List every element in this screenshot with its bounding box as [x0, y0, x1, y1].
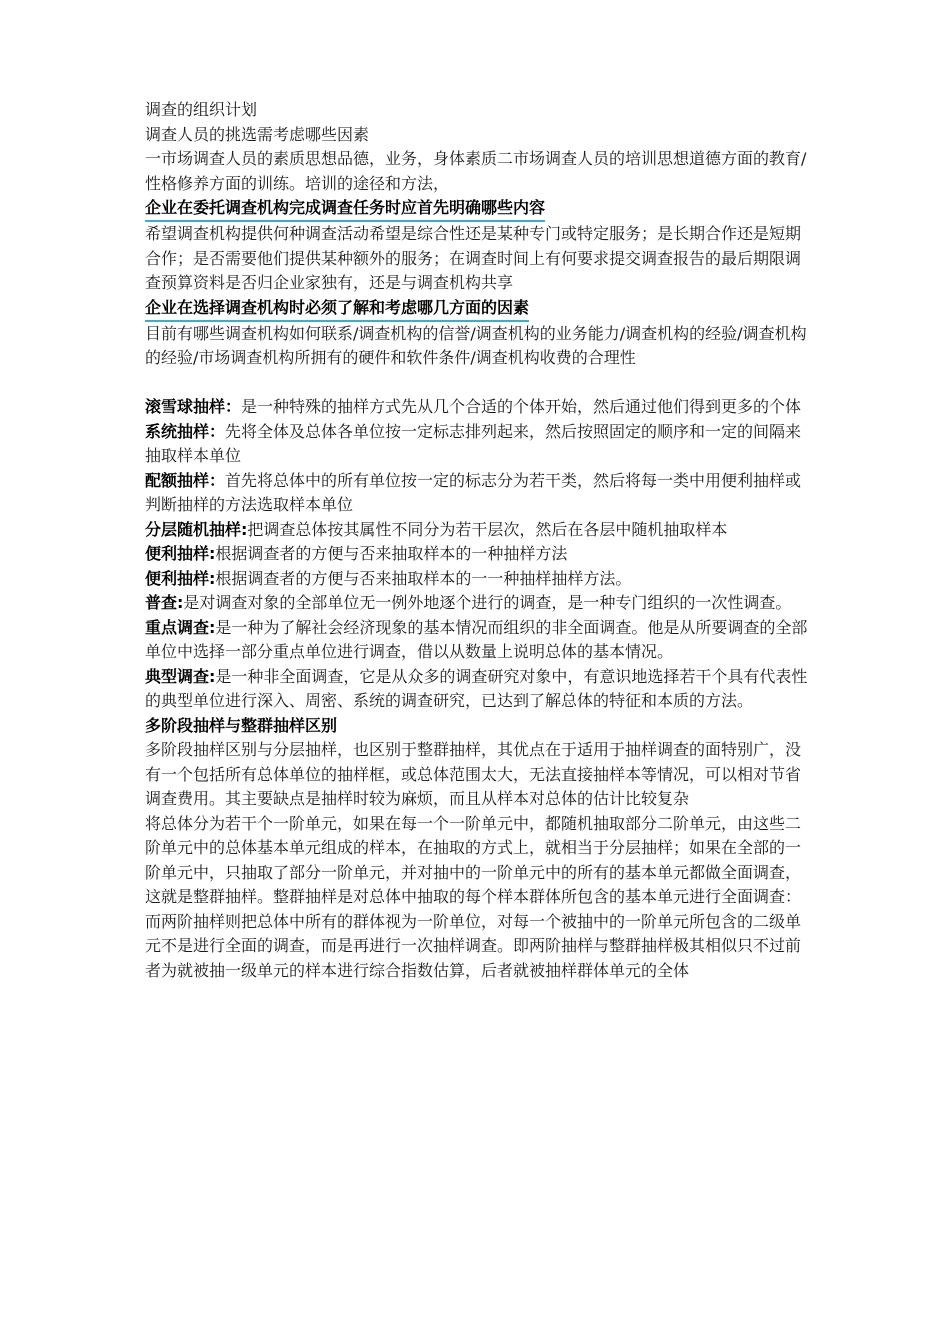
document-page — [145, 98, 810, 983]
term-convenience-repeat — [145, 567, 810, 592]
term-label: 滚雪球抽样 — [145, 397, 226, 416]
term-label: 便利抽样 — [145, 568, 210, 588]
term-label: 普查 — [145, 593, 178, 612]
choose-agency-heading: 企业在选择调查机构时必须了解和考虑哪几方面的因素 — [145, 297, 529, 322]
term-label: 系统抽样 — [145, 421, 210, 441]
term-separator: : — [209, 544, 216, 563]
term-definition: 根据调查者的方便与否来抽取样本的一种抽样方法 — [215, 544, 568, 563]
choose-agency-paragraph: 目前有哪些调查机构如何联系/调查机构的信誉/调查机构的业务能力/调查机构的经验/调查机构的经验/市场调查机构所拥有的硬件和软件条件/调查机构收费的合理性 — [145, 323, 807, 367]
term-definition: 是一种非全面调查，它是从众多的调查研究对象中，有意识地选择若干个具有代表性的典型单位进行深入、周密、系统的调查研究，已达到了解总体的特征和本质的方法。 — [145, 666, 808, 710]
term-definition: 根据调查者的方便与否来抽取样本的一一种抽样抽样方法。 — [215, 568, 632, 588]
multistage-paragraph: 多阶段抽样区别与分层抽样，也区别于整群抽样，其优点在于适用于抽样调查的面特别广，没有一个包括所有总体单位的抽样框，或总体范围太大，无法直接抽样本等情况，可以相对节省调查费用。其主要缺点是抽样时较为麻烦，而且从样本对总体的估计比较复杂 — [145, 740, 802, 808]
term-definition: 是一种特殊的抽样方式先从几个合适的个体开始，然后通过他们得到更多的个体 — [241, 397, 802, 416]
term-key-survey — [145, 616, 810, 665]
selection-question: 调查人员的挑选需考虑哪些因素 — [145, 124, 370, 144]
term-snowball — [145, 395, 810, 420]
term-quota — [145, 469, 810, 518]
term-definition: 把调查总体按其属性不同分为若干层次，然后在各层中随机抽取样本 — [247, 519, 728, 539]
term-label: 典型调查 — [145, 666, 210, 686]
multistage-heading: 多阶段抽样与整群抽样区别 — [145, 715, 338, 735]
term-separator: : — [241, 519, 248, 539]
blank-line — [145, 371, 810, 396]
term-label: 分层随机抽样 — [145, 519, 242, 539]
term-label: 重点调查 — [145, 617, 210, 637]
term-definition: 是对调查对象的全部单位无一例外地逐个进行的调查，是一种专门组织的一次性调查。 — [183, 593, 792, 612]
entrust-paragraph: 希望调查机构提供何种调查活动希望是综合性还是某种专门或特定服务；是长期合作还是短期合作；是否需要他们提供某种额外的服务；在调查时间上有何要求提交调查报告的最后期限调查预算资料是否归企业家独有，还是与调查机构共享 — [145, 224, 802, 292]
term-definition: 先将全体及总体各单位按一定标志排列起来，然后按照固定的顺序和一定的间隔来抽取样本单位 — [145, 421, 802, 465]
staff-quality-paragraph: 一市场调查人员的素质思想品德，业务，身体素质二市场调查人员的培训思想道德方面的教育/性格修养方面的训练。培训的途径和方法， — [145, 149, 807, 193]
term-stratified — [145, 518, 810, 543]
term-systematic — [145, 420, 810, 469]
term-separator: : — [209, 666, 216, 686]
term-definition: 是一种为了解社会经济现象的基本情况而组织的非全面调查。他是从所要调查的全部单位中选择一部分重点单位进行调查，借以从数量上说明总体的基本情况。 — [145, 617, 808, 661]
plan-title: 调查的组织计划 — [145, 100, 258, 119]
cluster-paragraph: 将总体分为若干个一阶单元，如果在每一个一阶单元中，都随机抽取部分二阶单元，由这些二阶单元中的总体基本单元组成的样本，在抽取的方式上，就相当于分层抽样；如果在全部的一阶单元中，只抽取了部分一阶单元，并对抽中的一阶单元中的所有的基本单元都做全面调查，这就是整群抽样。整群抽样是对总体中抽取的每个样本群体所包含的基本单元进行全面调查：而两阶抽样则把总体中所有的群体视为一阶单位，对每一个被抽中的一阶单元所包含的二级单元不是进行全面的调查，而是再进行一次抽样调查。即两阶抽样与整群抽样极其相似只不过前者为就被抽一级单元的样本进行综合指数估算，后者就被抽样群体单元的全体 — [145, 813, 802, 980]
term-label: 配额抽样 — [145, 470, 210, 490]
entrust-heading: 企业在委托调查机构完成调查任务时应首先明确哪些内容 — [145, 197, 545, 222]
term-definition: 首先将总体中的所有单位按一定的标志分为若干类，然后将每一类中用便利抽样或判断抽样的方法选取样本单位 — [145, 470, 802, 514]
term-separator: : — [209, 617, 216, 637]
term-separator: : — [209, 568, 216, 588]
term-separator: ： — [209, 470, 226, 490]
term-typical-survey — [145, 665, 810, 714]
term-census — [145, 591, 810, 616]
term-convenience — [145, 542, 810, 567]
term-separator: ： — [225, 397, 242, 416]
term-label: 便利抽样 — [145, 544, 210, 563]
term-separator: : — [177, 593, 184, 612]
term-separator: ： — [209, 421, 226, 441]
